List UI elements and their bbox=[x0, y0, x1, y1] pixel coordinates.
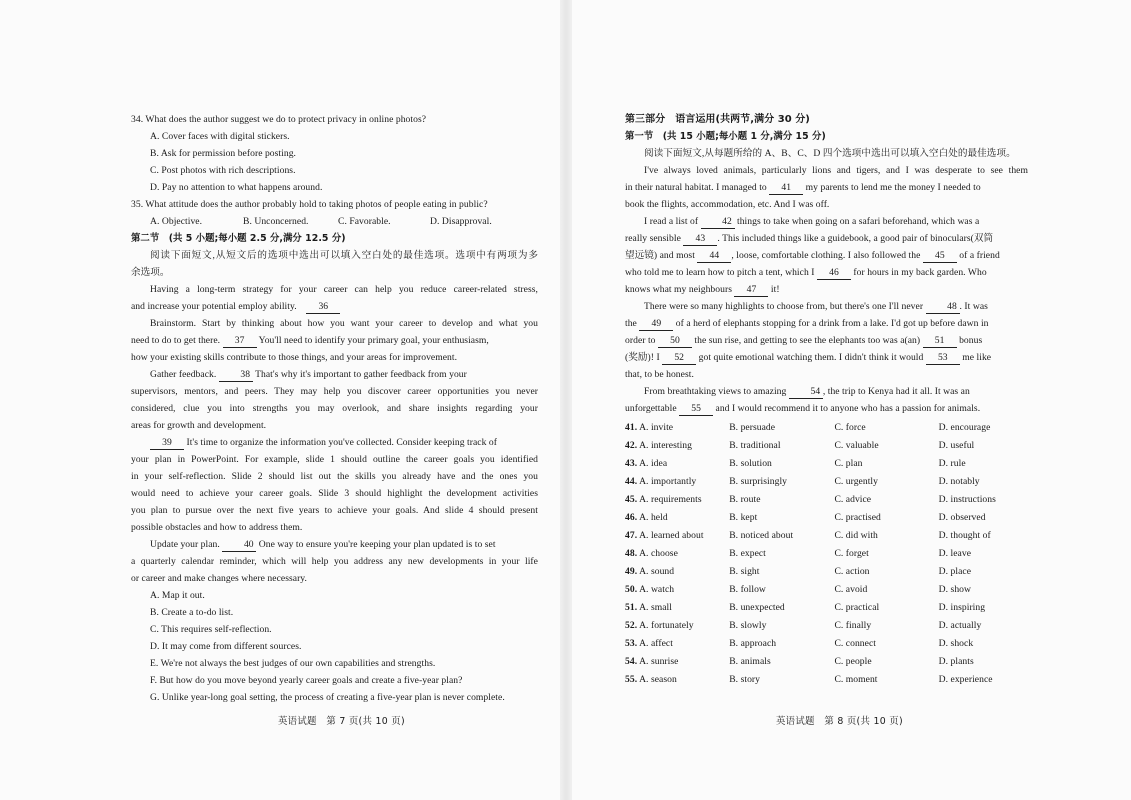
option-a-text: A. small bbox=[639, 601, 672, 613]
left-column bbox=[131, 111, 538, 706]
option-c[interactable]: C. did with bbox=[834, 529, 878, 541]
para2-line-4 bbox=[625, 264, 1028, 281]
option-a[interactable] bbox=[625, 563, 729, 580]
question-number: 45. bbox=[625, 493, 638, 505]
para4-text-a: From breathtaking views to amazing bbox=[644, 386, 787, 397]
para2-text-i: for hours in my back garden. Who bbox=[853, 267, 987, 278]
option-c[interactable]: C. finally bbox=[834, 619, 872, 631]
option-a[interactable] bbox=[625, 599, 729, 616]
question-35-stem: 35. What attitude does the author probably hold to taking photos of people eating in public? bbox=[131, 199, 488, 210]
para3-text-a: There were so many highlights to choose from, but there's one I'll never bbox=[644, 301, 924, 312]
option-a[interactable] bbox=[625, 419, 729, 436]
q34-option-b: B. Ask for permission before posting. bbox=[150, 148, 297, 159]
option-b[interactable]: B. approach bbox=[729, 637, 777, 649]
question-row bbox=[625, 544, 1028, 562]
section1-title: 第一节 (共 15 小题;每小题 1 分,满分 15 分) bbox=[625, 131, 826, 142]
blank-46[interactable]: 46 bbox=[817, 267, 851, 280]
para3-text-h: (奖励)! I bbox=[625, 352, 660, 363]
question-list bbox=[625, 418, 1028, 688]
paragraph-2-line-2 bbox=[131, 332, 538, 349]
paragraph-3-line-2: supervisors, mentors, and peers. They may help you discover career opportunities you never bbox=[131, 386, 538, 397]
para3-text-d: of a herd of elephants stopping for a drink from a lake. I'd got up before dawn in bbox=[675, 318, 989, 329]
para1-line-1: I've always loved animals, particularly lions and tigers, and I was desperate to see them bbox=[644, 165, 1028, 176]
blank-39[interactable]: 39 bbox=[150, 437, 184, 450]
option-a-text: A. choose bbox=[639, 547, 678, 559]
para3-text-e: order to bbox=[625, 335, 656, 346]
question-row bbox=[625, 490, 1028, 508]
question-row bbox=[625, 436, 1028, 454]
right-column bbox=[625, 111, 1028, 688]
para2-text-c: really sensible bbox=[625, 233, 681, 244]
para4-text-b: , the trip to Kenya had it all. It was an bbox=[822, 386, 970, 397]
para1-text-a: in their natural habitat. I managed to bbox=[625, 182, 767, 193]
q35-options bbox=[131, 213, 538, 230]
choice-g: G. Unlike year-long goal setting, the process of creating a five-year plan is never complete. bbox=[150, 692, 505, 703]
blank-47[interactable]: 47 bbox=[734, 284, 768, 297]
q34-option-d: D. Pay no attention to what happens around. bbox=[150, 182, 323, 193]
option-a[interactable] bbox=[625, 581, 729, 598]
para2-line-3 bbox=[625, 247, 1028, 264]
option-a[interactable] bbox=[625, 653, 729, 670]
option-a[interactable] bbox=[625, 473, 729, 490]
blank-51[interactable]: 51 bbox=[923, 335, 957, 348]
choice-b: B. Create a to-do list. bbox=[150, 607, 234, 618]
para2-line-2 bbox=[625, 230, 1028, 247]
para4-text-c: unforgettable bbox=[625, 403, 677, 414]
blank-53[interactable]: 53 bbox=[926, 352, 960, 365]
option-a-text: A. fortunately bbox=[639, 619, 694, 631]
option-b[interactable]: B. story bbox=[729, 673, 761, 685]
option-c[interactable]: C. moment bbox=[834, 673, 878, 685]
choice-e: E. We're not always the best judges of our own capabilities and strengths. bbox=[150, 658, 436, 669]
para1-line-2 bbox=[625, 179, 1028, 196]
question-number: 52. bbox=[625, 619, 638, 631]
option-c[interactable]: C. force bbox=[834, 421, 866, 433]
section1-instruction: 阅读下面短文,从每题所给的 A、B、C、D 四个选项中选出可以填入空白处的最佳选项。 bbox=[644, 148, 1016, 159]
blank-48[interactable]: 48 bbox=[926, 301, 960, 314]
section2-title: 第二节 (共 5 小题;每小题 2.5 分,满分 12.5 分) bbox=[131, 233, 346, 244]
option-a-text: A. held bbox=[639, 511, 668, 523]
para3-line-5: that, to be honest. bbox=[625, 369, 694, 380]
option-b[interactable]: B. kept bbox=[729, 511, 758, 523]
option-d[interactable]: D. useful bbox=[938, 439, 975, 451]
blank-36[interactable]: 36 bbox=[306, 301, 340, 314]
para3-line-4 bbox=[625, 349, 1028, 366]
question-row bbox=[625, 634, 1028, 652]
para2-text-j: knows what my neighbours bbox=[625, 284, 732, 295]
option-a-text: A. watch bbox=[639, 583, 675, 595]
option-c[interactable]: C. people bbox=[834, 655, 872, 667]
option-c[interactable]: C. plan bbox=[834, 457, 863, 469]
para2-line-1 bbox=[625, 213, 1028, 230]
option-b[interactable]: B. unexpected bbox=[729, 601, 785, 613]
option-a-text: A. affect bbox=[639, 637, 673, 649]
option-a[interactable] bbox=[625, 545, 729, 562]
option-d[interactable]: D. instructions bbox=[938, 493, 996, 505]
paragraph-2-line-1: Brainstorm. Start by thinking about how you want your career to develop and what you bbox=[150, 318, 538, 329]
q35-option-c: C. Favorable. bbox=[338, 216, 391, 227]
question-row bbox=[625, 598, 1028, 616]
option-c[interactable]: C. valuable bbox=[834, 439, 879, 451]
option-a[interactable] bbox=[625, 437, 729, 454]
option-d[interactable]: D. notably bbox=[938, 475, 980, 487]
option-a-text: A. invite bbox=[639, 421, 674, 433]
option-a-text: A. sound bbox=[639, 565, 675, 577]
paragraph-3-line-1 bbox=[131, 366, 538, 383]
question-number: 54. bbox=[625, 655, 638, 667]
option-a-text: A. season bbox=[639, 673, 677, 685]
question-row bbox=[625, 670, 1028, 688]
option-b[interactable]: B. noticed about bbox=[729, 529, 794, 541]
para2-text-a: I read a list of bbox=[644, 216, 699, 227]
para2-text-d: . This included things like a guidebook, a good pair of binoculars(双筒 bbox=[717, 233, 994, 244]
paragraph-4-line-5: you plan to pursue over the next five years to achieve your goals. And slide 4 should present bbox=[131, 505, 538, 516]
question-number: 47. bbox=[625, 529, 638, 541]
option-a[interactable] bbox=[625, 455, 729, 472]
blank-45[interactable]: 45 bbox=[923, 250, 957, 263]
paragraph-3-text-b: That's why it's important to gather feedback from your bbox=[255, 369, 467, 380]
option-a[interactable] bbox=[625, 509, 729, 526]
q35-option-d: D. Disapproval. bbox=[430, 216, 492, 227]
para2-text-e: 望远镜) and most bbox=[625, 250, 695, 261]
question-number: 48. bbox=[625, 547, 638, 559]
para2-line-5 bbox=[625, 281, 1028, 298]
option-d[interactable]: D. actually bbox=[938, 619, 982, 631]
para4-line-2 bbox=[625, 400, 1028, 417]
q34-option-c: C. Post photos with rich descriptions. bbox=[150, 165, 296, 176]
q35-option-a: A. Objective. bbox=[150, 216, 203, 227]
para2-text-k: it! bbox=[770, 284, 780, 295]
option-b[interactable]: B. animals bbox=[729, 655, 771, 667]
paragraph-1-line-2 bbox=[131, 298, 538, 315]
paragraph-4-line-4: would need to achieve your career goals. Slide 3 should highlight the development activities bbox=[131, 488, 538, 499]
question-number: 42. bbox=[625, 439, 638, 451]
choice-c: C. This requires self-reflection. bbox=[150, 624, 272, 635]
section2-instruction-1: 阅读下面短文,从短文后的选项中选出可以填入空白处的最佳选项。选项中有两项为多 bbox=[150, 250, 538, 261]
option-c[interactable]: C. advice bbox=[834, 493, 872, 505]
left-page-footer: 英语试题 第 7 页(共 10 页) bbox=[278, 716, 405, 727]
para3-text-g: bonus bbox=[959, 335, 983, 346]
question-row bbox=[625, 562, 1028, 580]
option-d[interactable]: D. rule bbox=[938, 457, 966, 469]
para2-text-h: who told me to learn how to pitch a tent, which I bbox=[625, 267, 815, 278]
option-b[interactable]: B. solution bbox=[729, 457, 772, 469]
paragraph-1-text: and increase your potential employ ability. bbox=[131, 301, 297, 312]
option-b[interactable]: B. sight bbox=[729, 565, 760, 577]
para2-text-g: of a friend bbox=[959, 250, 1000, 261]
option-a[interactable] bbox=[625, 617, 729, 634]
option-b[interactable]: B. route bbox=[729, 493, 761, 505]
question-row bbox=[625, 418, 1028, 436]
paragraph-2-line-3: how your existing skills contribute to those things, and your areas for improvement. bbox=[131, 352, 458, 363]
option-d[interactable]: D. place bbox=[938, 565, 972, 577]
blank-52[interactable]: 52 bbox=[662, 352, 696, 365]
paragraph-4-line-6: possible obstacles and how to address them. bbox=[131, 522, 303, 533]
question-34-stem: 34. What does the author suggest we do to protect privacy in online photos? bbox=[131, 114, 427, 125]
blank-42[interactable]: 42 bbox=[701, 216, 735, 229]
paragraph-4-line-2: your plan in PowerPoint. For example, slide 1 should outline the career goals you identified bbox=[131, 454, 538, 465]
blank-50[interactable]: 50 bbox=[658, 335, 692, 348]
right-page-footer: 英语试题 第 8 页(共 10 页) bbox=[776, 716, 903, 727]
blank-38[interactable]: 38 bbox=[219, 369, 253, 382]
option-d[interactable]: D. encourage bbox=[938, 421, 991, 433]
para3-text-j: me like bbox=[962, 352, 992, 363]
question-number: 44. bbox=[625, 475, 638, 487]
question-row bbox=[625, 472, 1028, 490]
question-number: 43. bbox=[625, 457, 638, 469]
blank-40[interactable]: 40 bbox=[222, 539, 256, 552]
option-d[interactable]: D. inspiring bbox=[938, 601, 986, 613]
option-a[interactable] bbox=[625, 635, 729, 652]
para3-line-3 bbox=[625, 332, 1028, 349]
para3-line-2 bbox=[625, 315, 1028, 332]
option-a[interactable] bbox=[625, 491, 729, 508]
paragraph-2-text-a: need to do to get there. bbox=[131, 335, 221, 346]
paragraph-5-text-a: Update your plan. bbox=[150, 539, 220, 550]
blank-49[interactable]: 49 bbox=[639, 318, 673, 331]
para3-text-b: . It was bbox=[959, 301, 988, 312]
question-row bbox=[625, 616, 1028, 634]
question-number: 55. bbox=[625, 673, 638, 685]
option-d[interactable]: D. thought of bbox=[938, 529, 991, 541]
option-c[interactable]: C. forget bbox=[834, 547, 869, 559]
blank-54[interactable]: 54 bbox=[789, 386, 823, 399]
option-a[interactable] bbox=[625, 527, 729, 544]
paragraph-5-line-2: a quarterly calendar reminder, which will help you address any new developments in your life bbox=[131, 556, 538, 567]
option-b[interactable]: B. traditional bbox=[729, 439, 781, 451]
blank-44[interactable]: 44 bbox=[697, 250, 731, 263]
option-b[interactable]: B. follow bbox=[729, 583, 766, 595]
option-a-text: A. sunrise bbox=[639, 655, 679, 667]
option-a[interactable] bbox=[625, 671, 729, 688]
paragraph-5-line-3: or career and make changes where necessary. bbox=[131, 573, 307, 584]
option-d[interactable]: D. leave bbox=[938, 547, 972, 559]
question-row bbox=[625, 526, 1028, 544]
question-row bbox=[625, 454, 1028, 472]
para1-line-3: book the flights, accommodation, etc. And I was off. bbox=[625, 199, 830, 210]
option-a-text: A. interesting bbox=[639, 439, 693, 451]
option-a-text: A. learned about bbox=[639, 529, 704, 541]
q34-option-a: A. Cover faces with digital stickers. bbox=[150, 131, 290, 142]
paragraph-1-line-1: Having a long-term strategy for your career can help you reduce career-related stress, bbox=[150, 284, 538, 295]
paragraph-4-line-3: in your self-reflection. Slide 2 should list out the skills you already have and the ones you bbox=[131, 471, 538, 482]
option-a-text: A. importantly bbox=[639, 475, 697, 487]
question-number: 50. bbox=[625, 583, 638, 595]
para3-text-f: the sun rise, and getting to see the elephants too was a(an) bbox=[694, 335, 921, 346]
option-b[interactable]: B. surprisingly bbox=[729, 475, 788, 487]
section2-instruction-2: 余选项。 bbox=[131, 267, 170, 278]
paragraph-5-text-b: One way to ensure you're keeping your plan updated is to set bbox=[258, 539, 496, 550]
question-number: 49. bbox=[625, 565, 638, 577]
question-number: 51. bbox=[625, 601, 638, 613]
paragraph-5-line-1 bbox=[131, 536, 538, 553]
option-c[interactable]: C. practised bbox=[834, 511, 881, 523]
option-d[interactable]: D. shock bbox=[938, 637, 974, 649]
option-a-text: A. idea bbox=[639, 457, 668, 469]
option-b[interactable]: B. expect bbox=[729, 547, 766, 559]
question-number: 41. bbox=[625, 421, 638, 433]
para1-text-b: my parents to lend me the money I needed to bbox=[805, 182, 981, 193]
page-gutter bbox=[560, 0, 572, 800]
para3-text-i: got quite emotional watching them. I didn't think it would bbox=[698, 352, 924, 363]
para4-text-d: and I would recommend it to anyone who has a passion for animals. bbox=[715, 403, 981, 414]
paragraph-3-line-4: areas for growth and development. bbox=[131, 420, 267, 431]
blank-55[interactable]: 55 bbox=[679, 403, 713, 416]
question-row bbox=[625, 508, 1028, 526]
choice-f: F. But how do you move beyond yearly career goals and create a five-year plan? bbox=[150, 675, 463, 686]
paragraph-2-text-b: You'll need to identify your primary goal, your enthusiasm, bbox=[258, 335, 489, 346]
option-c[interactable]: C. connect bbox=[834, 637, 876, 649]
choice-a: A. Map it out. bbox=[150, 590, 205, 601]
part3-title: 第三部分 语言运用(共两节,满分 30 分) bbox=[625, 114, 810, 125]
option-c[interactable]: C. action bbox=[834, 565, 870, 577]
paragraph-4-text-a: It's time to organize the information you've collected. Consider keeping track of bbox=[186, 437, 497, 448]
para4-line-1 bbox=[625, 383, 1028, 400]
option-c[interactable]: C. avoid bbox=[834, 583, 868, 595]
option-b[interactable]: B. persuade bbox=[729, 421, 776, 433]
option-d[interactable]: D. show bbox=[938, 583, 971, 595]
choice-d: D. It may come from different sources. bbox=[150, 641, 302, 652]
paragraph-4-line-1 bbox=[131, 434, 538, 451]
option-b[interactable]: B. slowly bbox=[729, 619, 767, 631]
para2-text-b: things to take when going on a safari beforehand, which was a bbox=[736, 216, 980, 227]
option-c[interactable]: C. urgently bbox=[834, 475, 878, 487]
option-a-text: A. requirements bbox=[639, 493, 702, 505]
question-row bbox=[625, 580, 1028, 598]
option-d[interactable]: D. experience bbox=[938, 673, 993, 685]
para2-text-f: , loose, comfortable clothing. I also followed the bbox=[731, 250, 921, 261]
question-row bbox=[625, 652, 1028, 670]
option-d[interactable]: D. plants bbox=[938, 655, 974, 667]
option-c[interactable]: C. practical bbox=[834, 601, 880, 613]
question-number: 53. bbox=[625, 637, 638, 649]
blank-41[interactable]: 41 bbox=[769, 182, 803, 195]
para3-text-c: the bbox=[625, 318, 637, 329]
option-d[interactable]: D. observed bbox=[938, 511, 986, 523]
paragraph-3-text-a: Gather feedback. bbox=[150, 369, 217, 380]
blank-37[interactable]: 37 bbox=[223, 335, 257, 348]
question-number: 46. bbox=[625, 511, 638, 523]
blank-43[interactable]: 43 bbox=[683, 233, 717, 246]
paragraph-3-line-3: considered, clue you into strengths you may overlook, and share insights regarding your bbox=[131, 403, 538, 414]
para3-line-1 bbox=[625, 298, 1028, 315]
q35-option-b: B. Unconcerned. bbox=[243, 216, 309, 227]
